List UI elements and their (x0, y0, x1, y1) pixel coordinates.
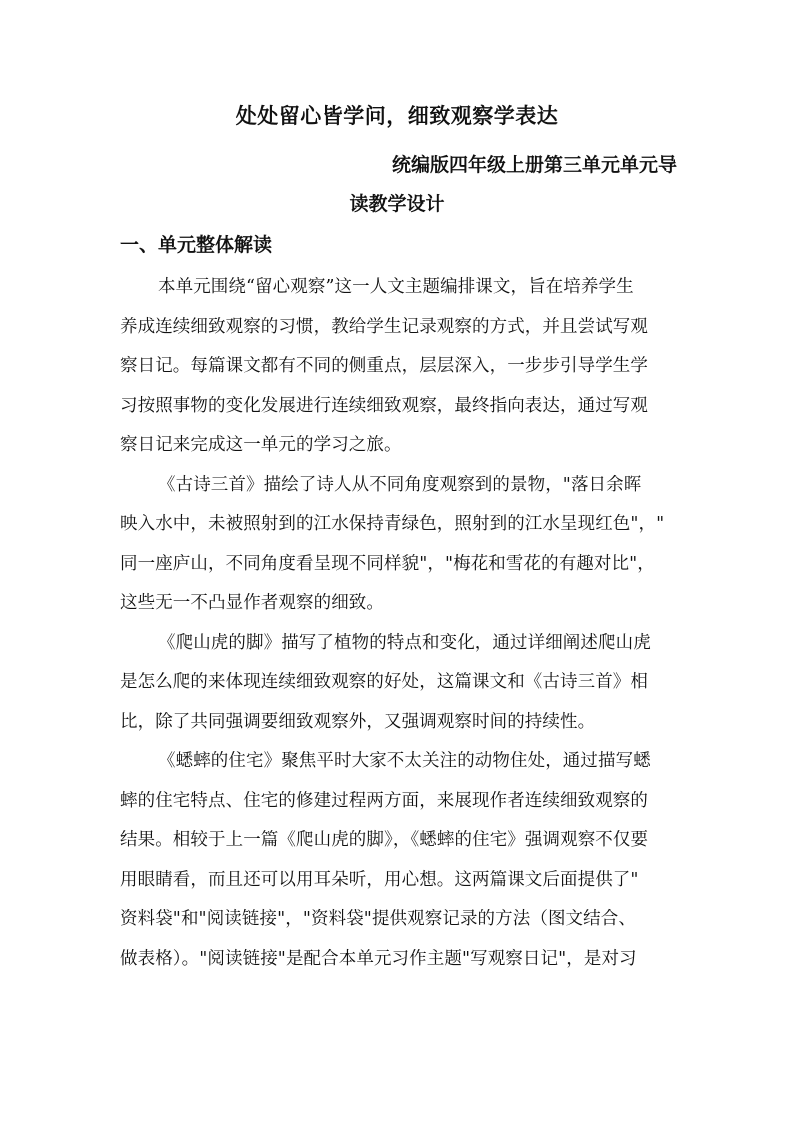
document-title: 处处留心皆学问，细致观察学表达 (235, 103, 559, 128)
document-subtitle-line-2: 读教学设计 (349, 193, 445, 215)
paragraph-line: 《古诗三首》描绘了诗人从不同角度观察到的景物，"落日余晖 (158, 474, 642, 495)
section-heading: 一、单元整体解读 (120, 234, 273, 256)
paragraph-line: 映入水中，未被照射到的江水保持青绿色，照射到的江水呈现红色"，" (120, 514, 665, 534)
paragraph-line: 习按照事物的变化发展进行连续细致观察，最终指向表达，通过写观 (120, 395, 648, 416)
paragraph-line: 《蟋蟀的住宅》聚焦平时大家不太关注的动物住处，通过描写蟋 (158, 751, 651, 771)
paragraph (120, 624, 680, 743)
paragraph-line: 做表格）。"阅读链接"是配合本单元习作主题"写观察日记"，是对习 (120, 948, 637, 969)
paragraph-line: 察日记来完成这一单元的学习之旅。 (120, 435, 402, 455)
paragraph-line: 《爬山虎的脚》描写了植物的特点和变化，通过详细阐述爬山虎 (158, 632, 651, 653)
document-subtitle-line-1: 统编版四年级上册第三单元单元导 (392, 154, 678, 176)
paragraph-line: 用眼睛看，而且还可以用耳朵听，用心想。这两篇课文后面提供了" (120, 869, 639, 890)
paragraph-line: 本单元围绕“留心观察”这一人文主题编排课文，旨在培养学生 (158, 277, 634, 297)
paragraph (120, 742, 680, 979)
paragraph-line: 是怎么爬的来体现连续细致观察的好处，这篇课文和《古诗三首》相 (120, 672, 648, 692)
paragraph (120, 268, 680, 466)
paragraph-line: 比，除了共同强调要细致观察外，又强调观察时间的持续性。 (120, 711, 596, 732)
paragraph-line: 结果。相较于上一篇《爬山虎的脚》，《蟋蟀的住宅》强调观察不仅要 (120, 830, 649, 850)
paragraph-line: 察日记。每篇课文都有不同的侧重点，层层深入，一步步引导学生学 (120, 356, 648, 376)
paragraph-line: 这些无一不凸显作者观察的细致。 (120, 593, 384, 613)
paragraph-line: 蟀的住宅特点、住宅的修建过程两方面，来展现作者连续细致观察的 (120, 790, 648, 811)
paragraph-line: 同一座庐山，不同角度看呈现不同样貌"，"梅花和雪花的有趣对比"， (120, 553, 655, 574)
paragraph-line: 养成连续细致观察的习惯，教给学生记录观察的方式，并且尝试写观 (120, 316, 648, 337)
paragraph (120, 466, 680, 624)
paragraph-line: 资料袋"和"阅读链接"，"资料袋"提供观察记录的方法（图文结合、 (120, 909, 636, 929)
body-text (120, 268, 680, 979)
